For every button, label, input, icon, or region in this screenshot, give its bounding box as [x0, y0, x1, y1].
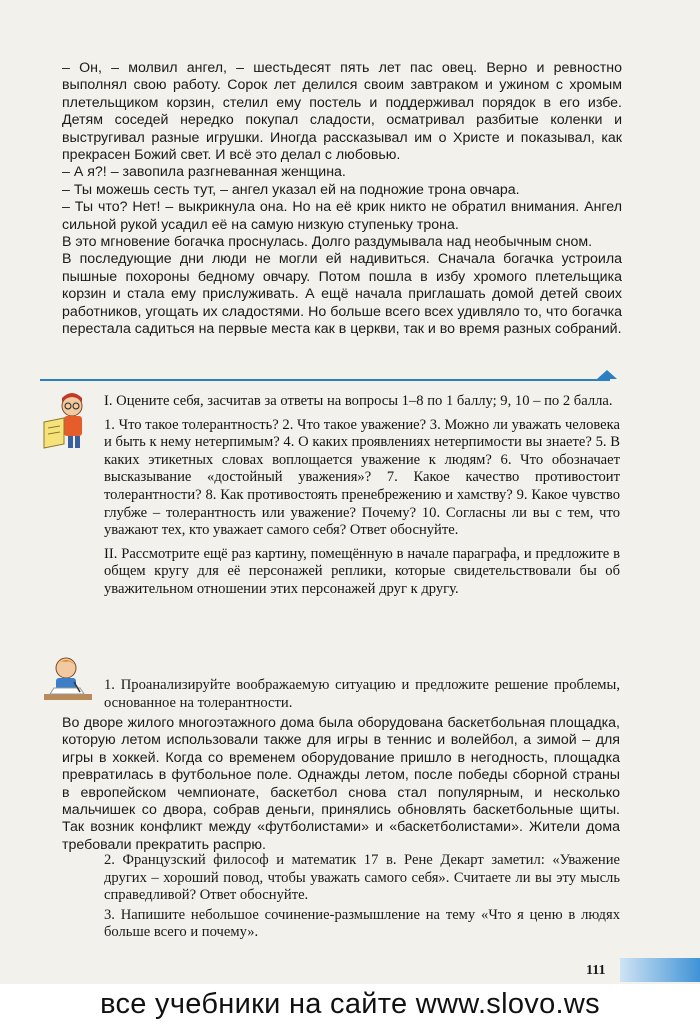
story-paragraph: В последующие дни люди не могли ей надивиться. Сначала богачка устроила пышные похороны бедному овчару. Потом пошла в избу хромого плетельщика корзин и стала ему прислуживать. А ещё начала приглашать домой детей своих работников, угощать их сладостями. Но больше всего всех удивляло то, что богачка перестала садиться на первые места как в церкви, так и во время разных собраний. — [62, 251, 622, 338]
task-2: 2. Французский философ и математик 17 в. Рене Декарт заметил: «Уважение других – хороший повод, чтобы уважать самого себя». Считаете ли вы эту мысль справедливой? Ответ обоснуйте. — [104, 852, 620, 904]
self-check-questions — [104, 393, 620, 605]
story-paragraph: – Ты можешь сесть тут, – ангел указал ей на подножие трона овчара. — [62, 181, 520, 198]
page-number: 111 — [586, 963, 606, 978]
task-3: 3. Напишите небольшое сочинение-размышление на тему «Что я ценю в людях больше всего и почему». — [104, 906, 620, 941]
story-text — [62, 60, 622, 339]
story-paragraph: – Ты что? Нет! – выкрикнула она. Но на её крик никто не обратил внимания. Ангел сильной рукой усадил её на самую низкую ступеньку трона. — [62, 199, 622, 233]
page-tab-bar — [620, 958, 700, 982]
student-writing-icon — [40, 654, 96, 710]
story-paragraph: – А я?! – завопила разгневанная женщина. — [62, 164, 346, 181]
footer-watermark: все учебники на сайте www.slovo.ws — [100, 988, 600, 1020]
part2-task: II. Рассмотрите ещё раз картину, помещённую в начале параграфа, и предложите в общем кругу для её персонажей реплики, которые свидетельствовали бы об уважительном отношении этих персонажей друг к другу. — [104, 545, 620, 597]
situation-text: Во дворе жилого многоэтажного дома была оборудована баскетбольная площадка, которую летом использовали также для игры в теннис и волейбол, а зимой – для игры в хоккей. Когда со временем оборудование пришло в негодность, площадка превратилась в футбольное поле. Однажды летом, после победы сборной страны в европейском чемпионате, баскетбол снова стал популярным, и несколько мальчишек со двора, собрав деньги, принялись обновлять баскетбольные щиты. Так возник конфликт между «футболистами» и «баскетболистами». Жители дома требовали прекратить распрю. — [62, 715, 620, 853]
part1-intro: I. Оцените себя, засчитав за ответы на вопросы 1–8 по 1 баллу; 9, 10 – по 2 балла. — [104, 393, 613, 409]
divider-triangle-icon — [597, 370, 617, 379]
additional-tasks — [104, 852, 620, 944]
student-with-book-icon — [38, 392, 94, 452]
part1-question-list: 1. Что такое толерантность? 2. Что такое уважение? 3. Можно ли уважать человека и быть к нему нетерпимым? 4. О каких проявлениях нетерпимости вы знаете? 5. В каких этикетных словах воплощается уважение к людям? 6. Что обозначает высказывание «достойный уважения»? 7. Какое качество противостоит толерантности? 8. Как противостоять пренебрежению и хамству? 9. Какое чувство глубже – толерантность или уважение? Почему? 10. Согласны ли вы с тем, что уважают тех, кто уважает самого себя? Ответ обоснуйте. — [104, 416, 620, 539]
section-divider — [40, 379, 610, 381]
story-paragraph: В это мгновение богачка проснулась. Долго раздумывала над необычным сном. — [62, 234, 593, 251]
story-paragraph: – Он, – молвил ангел, – шестьдесят пять лет пас овец. Верно и ревностно выполнял свою работу. Сорок лет делился своим завтраком и ужином с хромым плетельщиком корзин, стелил ему постель и поддерживал порядок в его избе. Детям соседей нередко покупал сладости, осматривал разбитые коленки и выстругивал разные игрушки. Иногда рассказывал им о Христе и показывал, как прекрасен Божий свет. И всё это делал с любовью. — [62, 60, 622, 164]
situation-task: 1. Проанализируйте воображаемую ситуацию и предложите решение проблемы, основанное на толерантности. — [104, 677, 620, 711]
